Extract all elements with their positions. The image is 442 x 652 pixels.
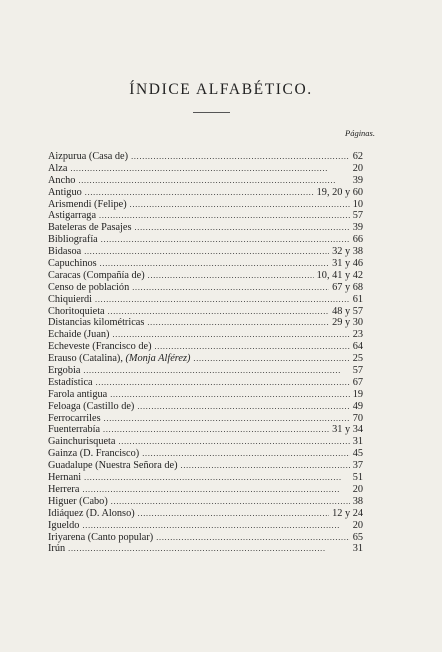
entry-page-number: 19 [352,388,363,400]
index-entries [48,151,363,555]
entry-label-text: Estadística [48,376,93,388]
index-entry [48,163,363,175]
entry-label [48,413,101,425]
entry-label-text: Echeveste (Francisco de) [48,341,152,353]
entry-page-number: 51 [352,472,363,484]
entry-page-number: 12 y 24 [332,507,363,519]
index-entry [48,365,363,377]
entry-page-number: 65 [352,531,363,543]
index-entry [48,199,363,211]
dot-leader [131,151,350,163]
entry-label [48,460,178,472]
dot-leader [104,413,350,425]
entry-label [48,258,97,270]
entry-label [48,151,128,163]
entry-label [48,270,145,282]
entry-label-text: Capuchinos [48,258,97,270]
entry-label-text: Astigarraga [48,210,97,222]
title-divider [193,112,230,113]
entry-label-text: Hernani [48,472,82,484]
entry-page-number: 38 [352,495,363,507]
entry-page-number: 37 [352,460,363,472]
entry-page-number: 61 [352,293,363,305]
entry-label [48,496,108,508]
entry-label [48,353,190,365]
entry-label [48,508,135,520]
entry-page-number: 62 [352,151,363,162]
dot-leader [135,222,350,234]
dot-leader [96,377,350,389]
index-entry [48,353,363,365]
entry-label [48,317,144,329]
pages-column-header: Páginas. [345,128,375,138]
index-entry [48,377,363,389]
entry-label-text: Ancho [48,174,76,186]
entry-label-text: Herrera [48,483,80,495]
index-entry [48,187,363,199]
entry-page-number: 57 [352,210,363,222]
dot-leader [111,496,350,508]
dot-leader [100,258,329,270]
dot-leader [82,484,349,496]
index-entry [48,424,363,436]
dot-leader [95,294,350,306]
entry-label-text: Bidasoa [48,246,82,258]
dot-leader [82,520,349,532]
dot-leader [181,460,350,472]
entry-page-number: 66 [352,234,363,246]
index-entry [48,460,363,472]
index-entry [48,543,363,555]
entry-page-number: 70 [352,412,363,424]
entry-label-text: Arismendi (Felipe) [48,198,127,210]
dot-leader [138,508,329,520]
index-entry [48,436,363,448]
entry-page-number: 20 [352,483,363,495]
entry-label-text: Gainza (D. Francisco) [48,448,140,460]
index-entry [48,317,363,329]
page-title: ÍNDICE ALFABÉTICO. [129,81,313,98]
entry-label [48,234,98,246]
index-entry [48,294,363,306]
index-entry [48,151,363,163]
entry-label [48,163,67,175]
entry-label-text: Iriyarena (Canto popular) [48,531,154,543]
entry-label-text: Gainchurisqueta [48,436,116,448]
entry-label [48,401,134,413]
entry-page-number: 48 y 57 [332,305,363,317]
dot-leader [130,199,350,211]
entry-label [48,306,105,318]
index-entry [48,484,363,496]
index-entry [48,401,363,413]
index-entry [48,306,363,318]
index-entry [48,175,363,187]
entry-page-number: 29 y 30 [332,317,363,329]
index-entry [48,532,363,544]
entry-label [48,246,81,258]
dot-leader [155,341,350,353]
entry-page-number: 67 y 68 [332,281,363,293]
entry-label-text: Censo de población [48,281,130,293]
entry-label [48,222,132,234]
entry-page-number: 19, 20 y 60 [316,186,363,198]
entry-label-text: Distancias kilométricas [48,317,145,329]
entry-page-number: 23 [352,329,363,341]
entry-page-number: 49 [352,400,363,412]
index-entry [48,246,363,258]
dot-leader [103,424,329,436]
entry-label [48,199,127,211]
entry-label [48,448,139,460]
entry-label-text: Caracas (Compañía de) [48,269,145,281]
entry-label-text: Antiguo [48,186,82,198]
entry-label-text: Irún [48,543,66,555]
dot-leader [83,365,349,377]
dot-leader [147,317,329,329]
index-entry [48,496,363,508]
index-entry [48,329,363,341]
index-entry [48,341,363,353]
entry-label [48,389,107,401]
index-entry [48,520,363,532]
entry-page-number: 10 [352,198,363,210]
entry-label [48,436,115,448]
dot-leader [78,175,349,187]
dot-leader [132,282,329,294]
dot-leader [70,163,349,175]
entry-label [48,329,109,341]
entry-label-text: Guadalupe (Nuestra Señora de) [48,460,178,472]
entry-label-text: Idiáquez (D. Alonso) [48,507,135,519]
dot-leader [84,472,350,484]
entry-label-text: Ergobia [48,365,81,377]
entry-label [48,472,81,484]
dot-leader [108,306,329,318]
entry-page-number: 39 [352,222,363,234]
entry-label [48,365,80,377]
entry-label-text: Bibliografía [48,234,98,246]
entry-page-number: 67 [352,376,363,388]
index-entry [48,270,363,282]
entry-page-number: 10, 41 y 42 [316,269,363,281]
dot-leader [68,543,350,555]
entry-page-number: 31 [352,543,363,555]
entry-page-number: 57 [352,365,363,377]
index-entry [48,222,363,234]
index-entry [48,472,363,484]
entry-label [48,377,93,389]
entry-page-number: 31 [352,436,363,448]
entry-label-text: Choritoquieta [48,305,105,317]
entry-label-text: Bateleras de Pasajes [48,222,132,234]
dot-leader [84,246,329,258]
entry-label-italic: (Monja Alférez) [125,353,191,365]
entry-label-text: Fuenterrabía [48,424,101,436]
entry-label-text: Farola antigua [48,388,108,400]
dot-leader [142,448,349,460]
entry-label [48,175,75,187]
index-entry [48,389,363,401]
entry-label [48,424,100,436]
dot-leader [112,329,349,341]
entry-page-number: 31 y 34 [332,424,363,436]
entry-label-text: Chiquierdi [48,293,93,305]
entry-label [48,210,96,222]
entry-label-text: Ferrocarriles [48,412,101,424]
entry-label [48,532,153,544]
index-entry [48,210,363,222]
dot-leader [110,389,350,401]
dot-leader [193,353,349,365]
dot-leader [137,401,349,413]
entry-page-number: 20 [352,162,363,174]
entry-label [48,294,92,306]
entry-label-text: Echaide (Juan) [48,329,110,341]
entry-page-number: 39 [352,174,363,186]
entry-page-number: 32 y 38 [332,246,363,258]
entry-page-number: 20 [352,519,363,531]
index-entry [48,413,363,425]
entry-label-text: Aizpurua (Casa de) [48,151,129,162]
entry-page-number: 45 [352,448,363,460]
index-entry [48,508,363,520]
entry-page-number: 64 [352,341,363,353]
entry-page-number: 31 y 46 [332,258,363,270]
entry-label [48,543,65,555]
index-entry [48,234,363,246]
entry-label [48,282,129,294]
dot-leader [101,234,350,246]
entry-label-text: Alza [48,162,68,174]
index-entry [48,258,363,270]
entry-label [48,341,152,353]
dot-leader [85,187,314,199]
index-entry [48,282,363,294]
index-entry [48,448,363,460]
dot-leader [148,270,314,282]
dot-leader [118,436,349,448]
entry-page-number: 25 [352,353,363,365]
dot-leader [99,210,350,222]
entry-label [48,484,79,496]
entry-label [48,520,79,532]
entry-label-text: Erauso (Catalina), [48,353,126,365]
entry-label-text: Igueldo [48,519,80,531]
entry-label-text: Feloaga (Castillo de) [48,400,135,412]
entry-label-text: Higuer (Cabo) [48,495,108,507]
entry-label [48,187,82,199]
dot-leader [156,532,349,544]
